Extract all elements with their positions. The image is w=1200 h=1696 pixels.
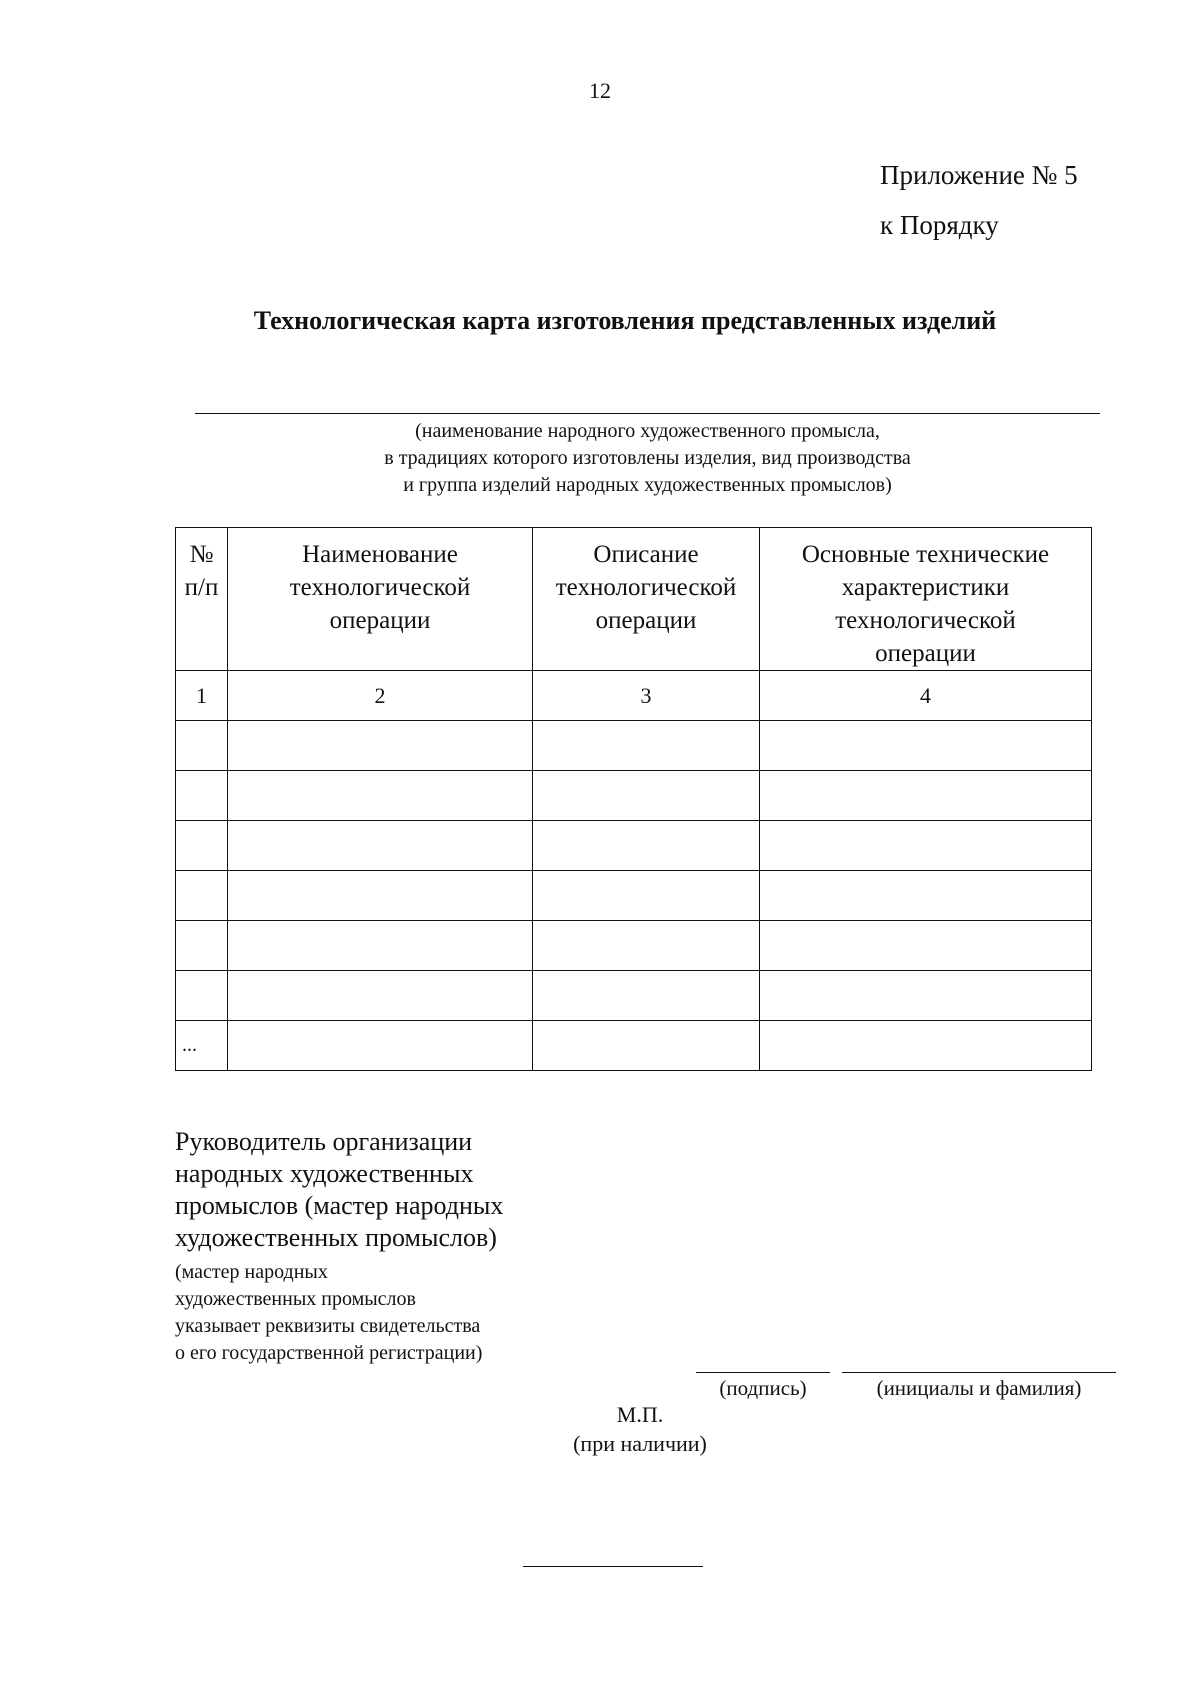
- table-cell: [533, 971, 760, 1021]
- name-label: (инициалы и фамилия): [876, 1376, 1082, 1400]
- column-number: 3: [533, 671, 760, 721]
- table-cell: [760, 821, 1092, 871]
- page-number: 12: [589, 78, 611, 103]
- table-cell: [760, 921, 1092, 971]
- table-cell: [533, 771, 760, 821]
- table-cell: [533, 721, 760, 771]
- header-technical-characteristics: Основные технические характеристики технологической операции: [760, 528, 1092, 671]
- appendix-reference: [880, 150, 1078, 250]
- manager-title: [175, 1126, 595, 1254]
- end-divider: [523, 1566, 703, 1567]
- table-row: [176, 771, 1092, 821]
- table-cell: [228, 821, 533, 871]
- table-cell: [176, 921, 228, 971]
- manager-title-line: народных художественных: [175, 1159, 474, 1188]
- table-cell: [533, 821, 760, 871]
- table-cell: [533, 1021, 760, 1071]
- table-row: [176, 871, 1092, 921]
- manager-title-line: Руководитель организации: [175, 1127, 473, 1156]
- column-number: 2: [228, 671, 533, 721]
- table-cell: [760, 971, 1092, 1021]
- table-row: [176, 1021, 1092, 1071]
- table-cell: [228, 871, 533, 921]
- table-cell: [176, 971, 228, 1021]
- appendix-to-order: к Порядку: [880, 210, 999, 240]
- signature-label: (подпись): [719, 1376, 807, 1400]
- table-cell: [760, 1021, 1092, 1071]
- table-cell: [228, 1021, 533, 1071]
- header-operation-description: Описание технологической операции: [533, 528, 760, 671]
- manager-title-line: промыслов (мастер народных: [175, 1191, 504, 1220]
- craft-caption-line: в традициях которого изготовлены изделия, вид производства: [384, 447, 911, 469]
- craft-caption-line: (наименование народного художественного промысла,: [415, 420, 880, 442]
- table-cell: [176, 771, 228, 821]
- manager-title-line: художественных промыслов): [175, 1223, 497, 1252]
- table-cell: [760, 871, 1092, 921]
- manager-note-line: художественных промыслов: [175, 1288, 416, 1310]
- manager-note: [175, 1259, 595, 1367]
- technological-map-table: [175, 527, 1092, 1071]
- ellipsis-marker: ...: [176, 1021, 228, 1071]
- craft-name-caption: [195, 418, 1100, 499]
- craft-name-field-line: [195, 413, 1100, 414]
- name-line: [842, 1372, 1116, 1373]
- column-number: 1: [176, 671, 228, 721]
- table-cell: [228, 771, 533, 821]
- table-cell: [533, 871, 760, 921]
- header-number: № п/п: [176, 528, 228, 671]
- appendix-number: Приложение № 5: [880, 160, 1078, 190]
- table-row: [176, 971, 1092, 1021]
- table-header-row: [176, 528, 1092, 671]
- table-cell: [760, 721, 1092, 771]
- manager-note-line: о его государственной регистрации): [175, 1342, 483, 1364]
- table-cell: [760, 771, 1092, 821]
- table-row: [176, 921, 1092, 971]
- header-operation-name: Наименование технологической операции: [228, 528, 533, 671]
- manager-note-line: (мастер народных: [175, 1261, 328, 1283]
- table-cell: [176, 821, 228, 871]
- column-number-row: [176, 671, 1092, 721]
- column-number: 4: [760, 671, 1092, 721]
- table-cell: [228, 721, 533, 771]
- table-cell: [176, 871, 228, 921]
- table-row: [176, 721, 1092, 771]
- seal-note: (при наличии): [573, 1431, 707, 1456]
- seal-placeholder: [520, 1400, 760, 1458]
- seal-label: М.П.: [616, 1402, 664, 1427]
- signature-line: [696, 1372, 830, 1373]
- craft-caption-line: и группа изделий народных художественных промыслов): [403, 474, 892, 496]
- table-cell: [533, 921, 760, 971]
- table-cell: [176, 721, 228, 771]
- document-title: Технологическая карта изготовления представленных изделий: [253, 306, 997, 335]
- manager-note-line: указывает реквизиты свидетельства: [175, 1315, 481, 1337]
- table-cell: [228, 971, 533, 1021]
- table-cell: [228, 921, 533, 971]
- table-row: [176, 821, 1092, 871]
